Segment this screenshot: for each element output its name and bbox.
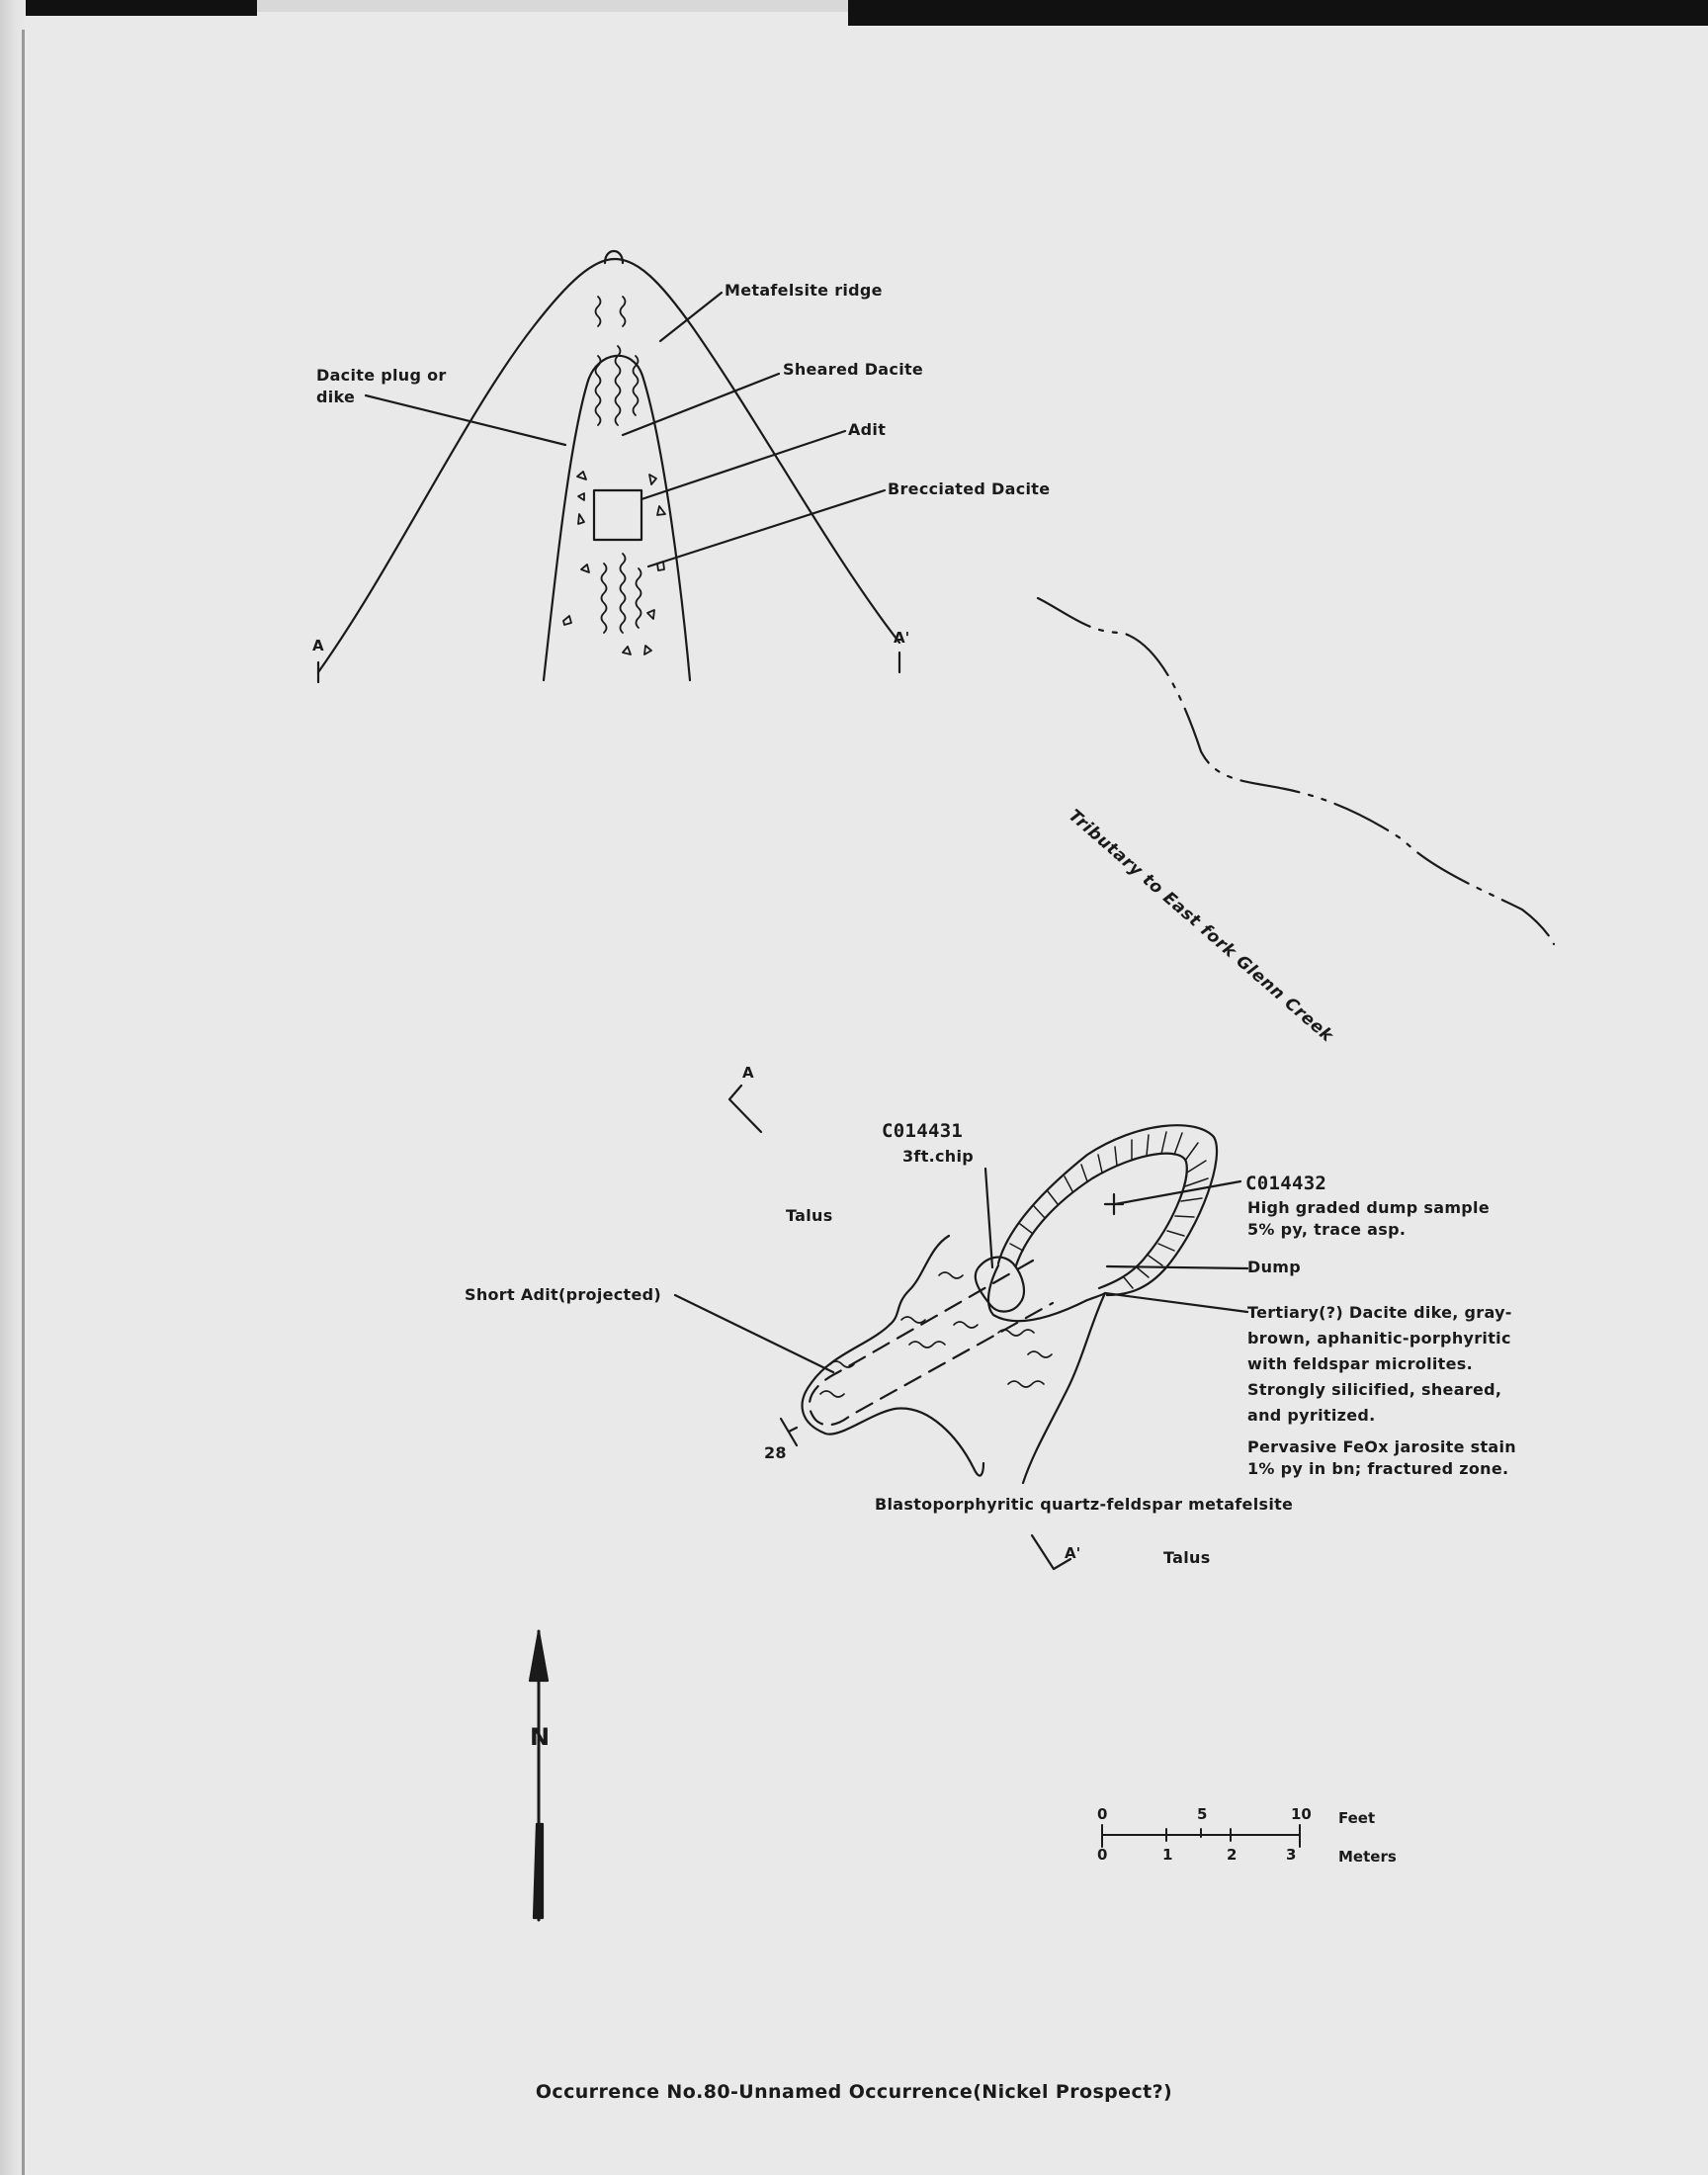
leader-dump [1107, 1266, 1247, 1268]
dike-desc-line-3: with feldspar microlites. [1247, 1354, 1473, 1373]
leader-dike [1105, 1293, 1247, 1312]
sheared-symbols [596, 297, 641, 633]
dip-symbol [781, 1419, 797, 1445]
sample-1-id: C014431 [882, 1120, 964, 1142]
plan-section-label-a: A [742, 1064, 754, 1082]
stain-desc-line-1: Pervasive FeOx jarosite stain [1247, 1437, 1516, 1456]
leader-sample-2 [1115, 1181, 1240, 1204]
label-dump: Dump [1247, 1258, 1301, 1276]
label-brecciated-dacite: Brecciated Dacite [888, 479, 1051, 498]
section-label-a: A [312, 637, 324, 654]
label-short-adit: Short Adit(projected) [465, 1285, 662, 1304]
sample-1-desc: 3ft.chip [902, 1147, 975, 1166]
short-adit-projected [810, 1261, 1053, 1425]
label-sheared-dacite: Sheared Dacite [783, 360, 924, 379]
north-arrow [530, 1631, 551, 1920]
scale-meters-0: 0 [1097, 1846, 1108, 1864]
ridge-outline [318, 259, 899, 672]
leader-plug [366, 395, 565, 445]
label-adit: Adit [848, 420, 887, 439]
scale-meters-3: 3 [1286, 1846, 1297, 1864]
dike-desc-line-4: Strongly silicified, sheared, [1247, 1380, 1502, 1399]
dump-outline-outer [998, 1125, 1217, 1295]
leader-sheared [623, 374, 779, 435]
scale-meters-unit: Meters [1338, 1848, 1397, 1866]
creek-label: Tributary to East fork Glenn Creek [1064, 806, 1337, 1047]
outcrop-right [1023, 1293, 1105, 1483]
outcrop-wiggles [820, 1272, 1052, 1397]
stain-desc-line-2: 1% py in bn; fractured zone. [1247, 1459, 1509, 1478]
leader-ridge [660, 293, 722, 341]
cross-section [318, 251, 899, 682]
label-metafelsite-ridge: Metafelsite ridge [725, 281, 883, 300]
label-host-rock: Blastoporphyritic quartz-feldspar metafelsite [875, 1495, 1294, 1514]
ridge-knob [605, 251, 623, 263]
scale-meters-2: 2 [1227, 1846, 1238, 1864]
scale-feet-0: 0 [1097, 1805, 1108, 1823]
label-dacite-plug: Dacite plug or [316, 366, 447, 385]
dip-value: 28 [764, 1443, 787, 1462]
label-talus-upper: Talus [786, 1206, 833, 1225]
dike-desc-line-1: Tertiary(?) Dacite dike, gray- [1247, 1303, 1512, 1322]
leader-adit [641, 431, 845, 499]
scale-feet-5: 5 [1197, 1805, 1208, 1823]
sample-2-id: C014432 [1245, 1173, 1327, 1194]
plan-section-label-a-prime: A' [1065, 1544, 1081, 1562]
section-mark-a [729, 1086, 761, 1132]
scale-feet-unit: Feet [1338, 1809, 1376, 1827]
scale-bar [1102, 1825, 1300, 1847]
leader-short-adit [675, 1295, 833, 1372]
leader-sample-1 [985, 1169, 992, 1267]
creek-line [1038, 598, 1554, 944]
outcrop-inner [988, 1265, 1105, 1321]
dike-desc-line-5: and pyritized. [1247, 1406, 1376, 1425]
adit-symbol [594, 490, 641, 540]
sample-2-line2: 5% py, trace asp. [1247, 1220, 1407, 1239]
sample-2-line1: High graded dump sample [1247, 1198, 1490, 1217]
scale-feet-10: 10 [1291, 1805, 1312, 1823]
north-label: N [530, 1723, 551, 1751]
breccia-symbols [563, 472, 665, 654]
label-dacite-dike: dike [316, 388, 356, 406]
label-talus-lower: Talus [1163, 1548, 1211, 1567]
dike-desc-line-2: brown, aphanitic-porphyritic [1247, 1329, 1511, 1348]
figure-caption: Occurrence No.80-Unnamed Occurrence(Nickel Prospect?) [535, 2081, 1173, 2103]
scale-meters-1: 1 [1162, 1846, 1173, 1864]
section-label-a-prime: A' [894, 629, 910, 647]
leader-brecciated [648, 490, 885, 566]
